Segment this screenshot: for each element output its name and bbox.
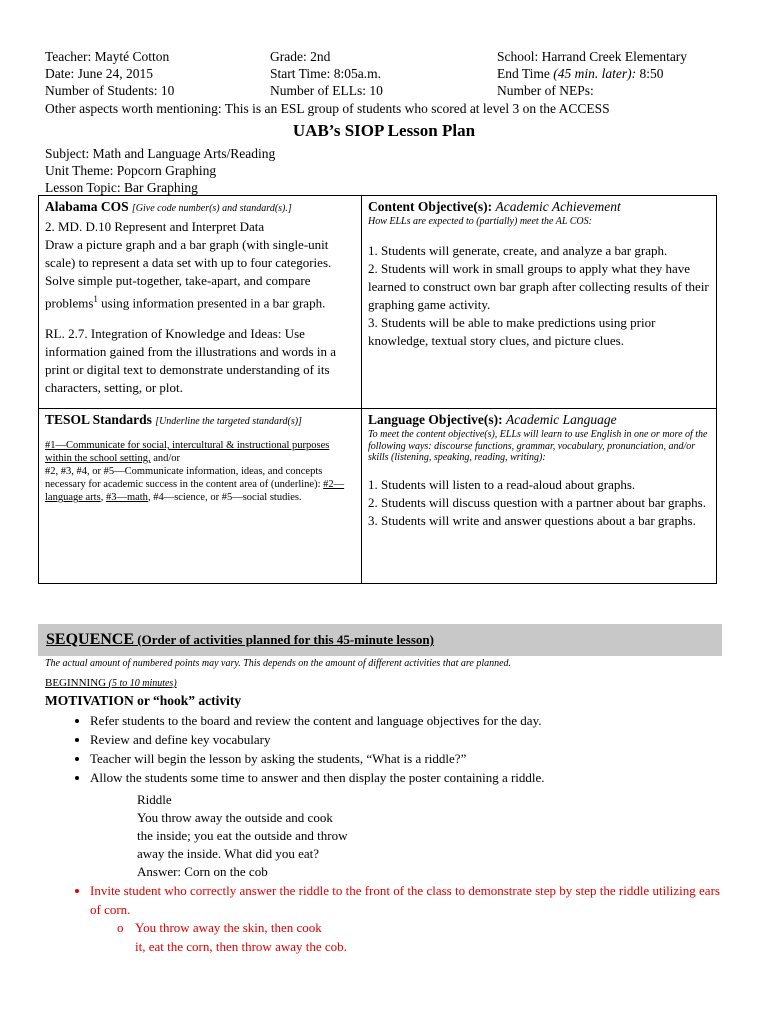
- alabama-para1-end: using information presented in a bar graph.: [97, 295, 326, 311]
- red-sub-bullet: [135, 918, 347, 956]
- tesol-standard-1: #1—Communicate for social, intercultural & instructional purposes within the school setting,: [45, 440, 330, 464]
- red-sub-line: it, eat the corn, then throw away the cob.: [135, 939, 347, 954]
- sequence-heading: [46, 631, 434, 649]
- beginning-activities: [38, 711, 728, 787]
- alabama-standard-text: [45, 236, 355, 312]
- content-objective-item: 2. Students will work in small groups to apply what they have learned to construct own bar graph after collecting results of their graphing game activity.: [368, 261, 709, 312]
- language-objective-subheading: Academic Language: [505, 412, 617, 427]
- riddle-line: away the inside. What did you eat?: [137, 846, 320, 861]
- alabama-cos-note: [Give code number(s) and standard(s).]: [131, 203, 292, 214]
- sequence-explanation: The actual amount of numbered points may vary. This depends on the amount of different activities that are planned.: [45, 658, 512, 669]
- activity-bullet: • Allow the students some time to answer and then display the poster containing a riddle.: [90, 768, 728, 787]
- beginning-duration: (5 to 10 minutes): [106, 678, 177, 689]
- end-time-value: 8:50: [636, 66, 664, 81]
- subject: Subject: Math and Language Arts/Reading: [45, 146, 276, 161]
- end-time: [497, 65, 664, 82]
- language-objective-colon: :: [498, 412, 506, 427]
- language-objective-note: To meet the content objective(s), ELLs will learn to use English in one or more of the following ways: discourse functions, grammar, vocabulary, pronunciation, and/or skills (listening, speaking, reading, writing):: [368, 429, 708, 463]
- riddle-line: the inside; you eat the outside and throw: [137, 828, 348, 843]
- tesol-standards-text: [45, 439, 355, 504]
- red-sub-bullet-marker: o: [117, 920, 124, 935]
- activity-bullet: • Teacher will begin the lesson by asking the students, “What is a riddle?”: [90, 749, 728, 768]
- end-time-note: (45 min. later):: [553, 66, 637, 81]
- number-of-ells: Number of ELLs: 10: [270, 83, 383, 98]
- content-objective-item: 3. Students will be able to make predictions using prior knowledge, textual story clues, and picture clues.: [368, 315, 656, 348]
- beginning-heading: [45, 677, 177, 689]
- tesol-standards-cell: [39, 409, 362, 584]
- red-activity-bullet: • Invite student who correctly answer the riddle to the front of the class to demonstrate step by step the riddle utilizing ears of corn.: [90, 881, 728, 919]
- lesson-plan-table: [38, 195, 717, 584]
- tesol-heading: TESOL Standards: [45, 412, 152, 427]
- beginning-label: BEGINNING: [45, 677, 107, 689]
- alabama-para1: Draw a picture graph and a bar graph (with single-unit scale) to represent a data set with up to four categories. Solve simple put-together, take-apart, and compare problems: [45, 237, 332, 311]
- language-objective-item: 3. Students will write and answer questions about a bar graphs.: [368, 512, 696, 528]
- number-of-neps: Number of NEPs:: [497, 83, 594, 98]
- page-title: UAB’s SIOP Lesson Plan: [292, 121, 476, 140]
- tesol-language-arts: #2—language arts: [45, 479, 345, 503]
- content-objective-heading: Content Objective(s): [368, 199, 488, 214]
- riddle-line: You throw away the outside and cook: [137, 810, 333, 825]
- tesol-rest: , #4—science, or #5—social studies.: [147, 492, 302, 503]
- tesol-note: [Underline the targeted standard(s)]: [155, 416, 302, 427]
- alabama-standard-rl: RL. 2.7. Integration of Knowledge and Ideas: Use information gained from the illustrations and words in a print or digital text to demonstrate understanding of its characters, setting, or plot.: [45, 326, 336, 396]
- motivation-heading: MOTIVATION or “hook” activity: [45, 693, 242, 708]
- content-objective-note: How ELLs are expected to (partially) meet the AL COS:: [368, 216, 592, 227]
- language-objective-cell: [362, 409, 717, 584]
- end-time-label: End Time: [497, 66, 554, 81]
- unit-theme: Unit Theme: Popcorn Graphing: [45, 163, 217, 178]
- riddle-answer: Answer: Corn on the cob: [137, 864, 268, 879]
- content-objective-colon: :: [487, 199, 496, 214]
- activity-bullet: • Review and define key vocabulary: [90, 730, 728, 749]
- alabama-cos-heading: Alabama COS: [45, 199, 129, 214]
- alabama-standard-md: 2. MD. D.10 Represent and Interpret Data: [45, 219, 265, 234]
- language-objective-heading: Language Objective(s): [368, 412, 499, 427]
- tesol-math: #3—math: [105, 492, 148, 503]
- other-aspects: Other aspects worth mentioning: This is an ESL group of students who scored at level 3 on the ACCESS: [45, 101, 610, 116]
- content-objective-subheading: Academic Achievement: [495, 199, 621, 214]
- grade: Grade: 2nd: [270, 49, 331, 64]
- red-activity: [38, 881, 728, 919]
- teacher-name: Teacher: Mayté Cotton: [45, 49, 170, 64]
- content-objective-item: 1. Students will generate, create, and analyze a bar graph.: [368, 243, 668, 258]
- number-of-students: Number of Students: 10: [45, 83, 175, 98]
- sequence-note: (Order of activities planned for this 45-minute lesson): [134, 632, 434, 647]
- alabama-cos-cell: [39, 196, 362, 409]
- activity-bullet: • Refer students to the board and review the content and language objectives for the day.: [90, 711, 728, 730]
- footnote-marker: 1: [93, 294, 98, 304]
- lesson-topic: Lesson Topic: Bar Graphing: [45, 180, 198, 195]
- sequence-label: SEQUENCE: [46, 631, 135, 648]
- sequence-bar: [38, 624, 722, 656]
- language-objective-item: 2. Students will discuss question with a partner about bar graphs.: [368, 494, 706, 510]
- language-objective-item: 1. Students will listen to a read-aloud about graphs.: [368, 476, 636, 492]
- riddle-title: Riddle: [137, 792, 172, 807]
- red-sub-line: You throw away the skin, then cook: [135, 920, 322, 935]
- start-time: Start Time: 8:05a.m.: [270, 66, 382, 81]
- riddle-block: [137, 791, 347, 881]
- tesol-standard-2: #2, #3, #4, or #5—Communicate information, ideas, and concepts necessary for academic success in the content area of (underline):: [45, 466, 324, 490]
- content-objective-cell: [362, 196, 717, 409]
- date: Date: June 24, 2015: [45, 66, 153, 81]
- tesol-and-or: and/or: [150, 453, 181, 464]
- school: School: Harrand Creek Elementary: [497, 49, 688, 64]
- tesol-comma: ,: [100, 492, 106, 503]
